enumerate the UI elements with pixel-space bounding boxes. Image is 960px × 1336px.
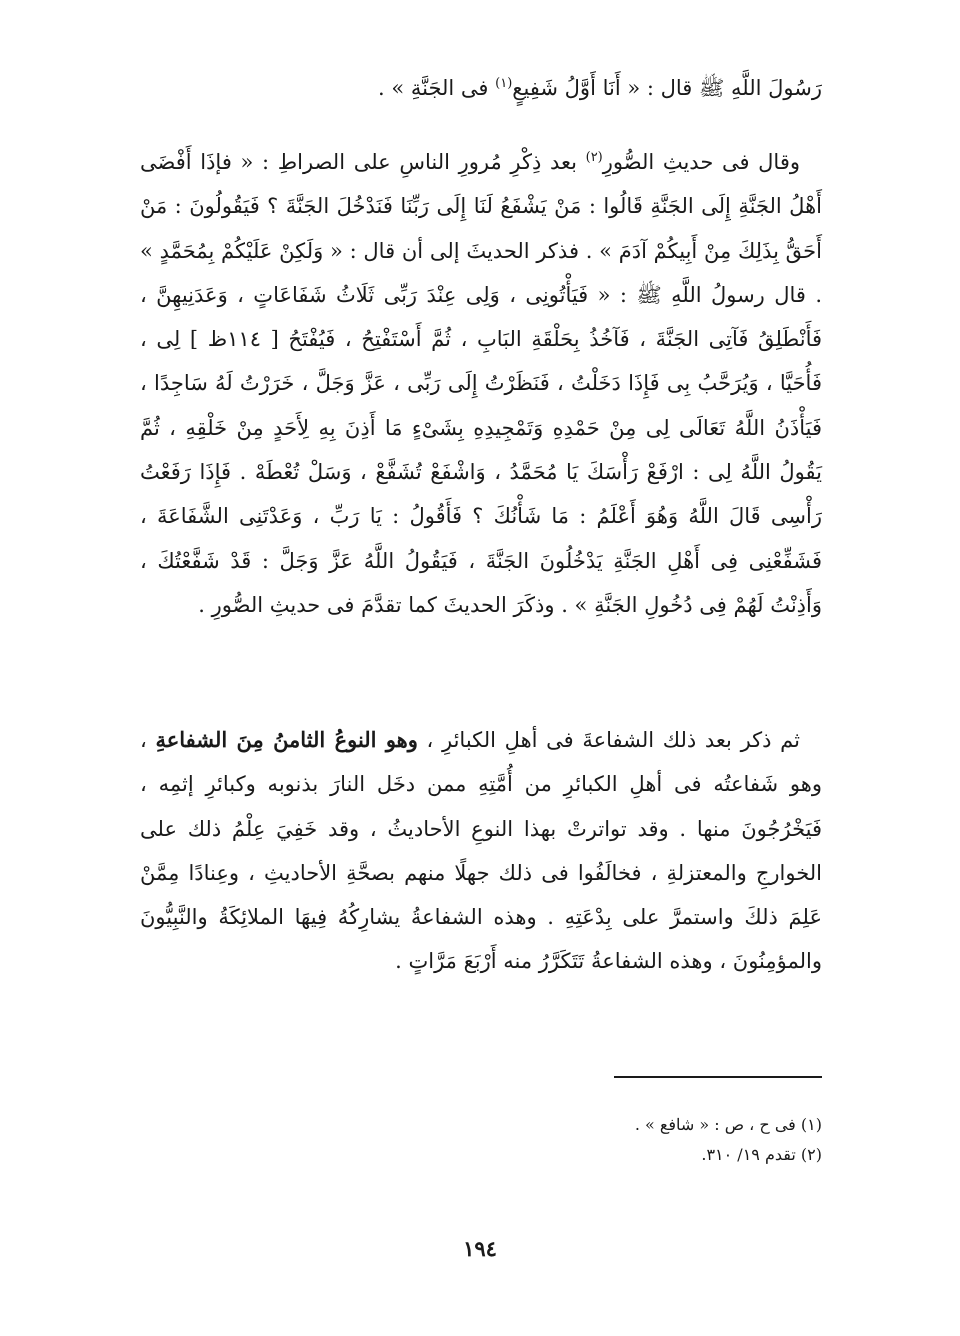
footnote-separator — [614, 1076, 822, 1078]
text-run: وقال فى حديثِ الصُّورِ — [602, 150, 800, 174]
footnote-reference: (١) — [495, 76, 513, 91]
paragraph-3 — [140, 718, 822, 984]
paragraph-2-text — [140, 140, 822, 627]
bold-heading-text: وهو النوعُ الثامنُ مِنَ الشفاعةِ — [155, 727, 418, 752]
footnote-2: (٢) تقدم ١٩/ ٣١٠. — [701, 1145, 822, 1164]
footnote-reference: (٢) — [585, 150, 603, 165]
paragraph-1 — [140, 66, 822, 110]
text-run: ، وهو شَفاعتُه فى أهلِ الكبائرِ من أُمَّتِهِ ممن دخَل النارَ بذنوبه وكبائرِ إثمِه ، فَيَخْرُجُونَ منها . وقد تواترتْ بهذا النوعِ الأحاديثُ ، وقد خَفِيَ عِلْمُ ذلك على الخوارجِ والمعتزلةِ ، فخالَفُوا فى ذلك جهلًا منهم بصحَّةِ الأحاديثِ ، وعِنادًا مِمَّنْ عَلِمَ ذلكَ واستمرَّ على بِدْعَتِهِ . وهذه الشفاعةُ يشارِكُهُ فِيهَا الملائِكَةُ والنَّبِيُّونَ والمؤمِنُونَ ، وهذه الشفاعةُ تَتَكَرَّرُ منه أَرْبَعَ مَرَّاتٍ . — [140, 728, 822, 974]
text-run: بعد ذِكْرِ مُرورِ الناسِ على الصراطِ : « فإذَا أَفْضَى أَهْلُ الجَنَّةِ إِلَى الجَنَّةِ قَالُوا : مَنْ يَشْفَعُ لَنَا إِلَى رَبِّنَا فَنَدْخُلَ الجَنَّةَ ؟ فَيَقُولُونَ : مَنْ أَحَقُّ بِذَلِكَ مِنْ أَبِيكُمْ آدَمَ » . فذكر الحديثَ إلى أن قال : « وَلَكِنْ عَلَيْكُمْ بِمُحَمَّدٍ » . قال رسولُ اللَّهِ ﷺ : « فَيَأْتُونِى ، وَلِى عِنْدَ رَبِّى ثَلَاثُ شَفَاعَاتٍ ، وَعَدَنِيهِنَّ ، فَأَنْطَلِقُ فَآتِى الجَنَّةَ ، فَآخُذُ بِحَلْقَةِ البَابِ ، ثُمَّ أَسْتَفْتِحُ ، فَيُفْتَحُ [ ١١٤ظ ] لِى ، فَأُحَيَّا ، وَيُرَحَّبُ بِى فَإِذَا دَخَلْتُ ، فَنَظَرْتُ إِلَى رَبِّى ، عَزَّ وَجَلَّ ، خَرَرْتُ لَهُ سَاجِدًا ، فَيَأْذَنُ اللَّهُ تَعَالَى لِى مِنْ حَمْدِهِ وَتَمْجِيدِهِ بِشَىْءٍ مَا أَذِنَ بِهِ لِأَحَدٍ مِنْ خَلْقِهِ ، ثُمَّ يَقُولُ اللَّهُ لِى : ارْفَعْ رَأْسَكَ يَا مُحَمَّدُ ، وَاشْفَعْ تُشَفَّعْ ، وَسَلْ تُعْطَهْ . فَإِذَا رَفَعْتُ رَأْسِى قَالَ اللَّهُ وَهُوَ أَعْلَمُ : مَا شَأْنُكَ ؟ فَأَقُولُ : يَا رَبِّ ، وَعَدْتَنِى الشَّفَاعَةَ ، فَشَفِّعْنِى فِى أَهْلِ الجَنَّةِ يَدْخُلُونَ الجَنَّةَ ، فَيَقُولُ اللَّهُ عَزَّ وَجَلَّ : قَدْ شَفَّعْتُكَ ، وَأَذِنْتُ لَهُمْ فِى دُخُولِ الجَنَّةِ » . وذكَرَ الحديثَ كما تقدَّمَ فى حديثِ الصُّورِ . — [140, 150, 823, 617]
paragraph-1-text — [140, 66, 822, 110]
text-run: ثم ذكر بعد ذلك الشفاعةَ فى أهلِ الكبائرِ ، — [417, 728, 800, 752]
text-run: رَسُولَ اللَّهِ ﷺ قال : « أَنَا أَوَّلُ شَفِيعٍ — [512, 76, 822, 100]
page-number: ١٩٤ — [463, 1236, 497, 1261]
footnotes — [140, 1110, 822, 1170]
footnote-1: (١) فى ح ، ص : « شافع » . — [634, 1115, 822, 1134]
paragraph-2 — [140, 140, 822, 627]
text-run: فى الجَنَّةِ » . — [377, 76, 496, 100]
paragraph-3-text — [140, 718, 822, 984]
